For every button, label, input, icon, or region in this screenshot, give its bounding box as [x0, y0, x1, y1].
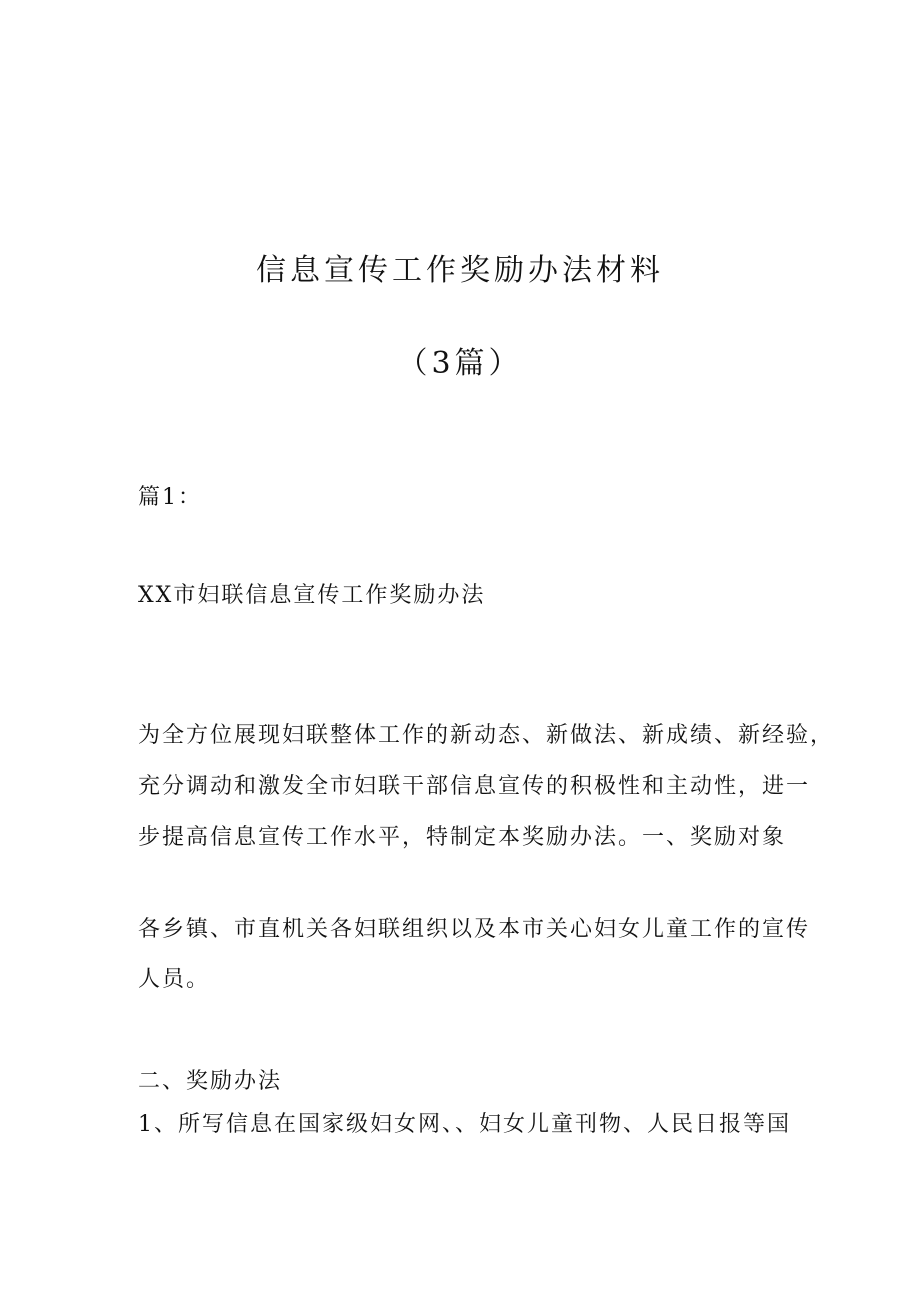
paragraph-line: 各乡镇、市直机关各妇联组织以及本市关心妇女儿童工作的宣传: [138, 917, 811, 942]
paragraph-line: 充分调动和激发全市妇联干部信息宣传的积极性和主动性，进一: [138, 774, 811, 799]
paragraph-line: 人员。: [138, 967, 211, 992]
doc-heading: XX市妇联信息宣传工作奖励办法: [138, 583, 486, 608]
document-title: 信息宣传工作奖励办法材料: [256, 253, 664, 288]
part-label: 篇1：: [138, 485, 202, 510]
paragraph-line: 为全方位展现妇联整体工作的新动态、新做法、新成绩、新经验，: [138, 723, 835, 748]
section-heading: 二、奖励办法: [138, 1069, 283, 1094]
list-item: 1、所写信息在国家级妇女网、、妇女儿童刊物、人民日报等国: [138, 1112, 791, 1137]
document-subtitle: （3篇）: [397, 346, 523, 381]
paragraph-line: 步提高信息宣传工作水平，特制定本奖励办法。一、奖励对象: [138, 825, 787, 850]
